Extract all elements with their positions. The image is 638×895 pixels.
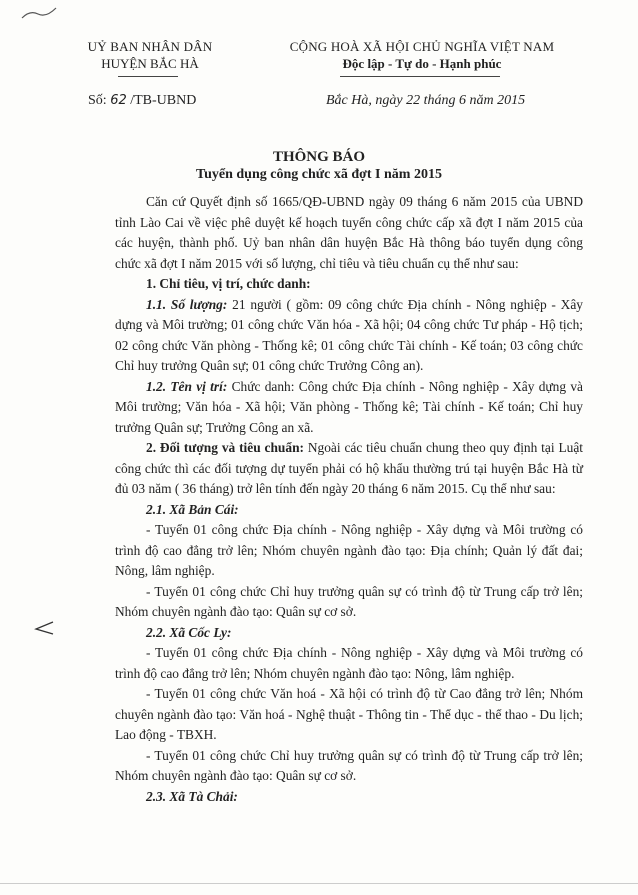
section-1-2 (115, 377, 583, 439)
section-2-2-item-a: - Tuyển 01 công chức Địa chính - Nông nghiệp - Xây dựng và Môi trường có trình độ cao đẳng trở lên; Nhóm chuyên ngành đào tạo: Nông, lâm nghiệp. (115, 645, 583, 681)
doc-number-prefix: Số: (88, 93, 107, 108)
issuing-authority (60, 38, 240, 72)
margin-check-mark (33, 620, 55, 636)
section-1-2-text: Chức danh: Công chức Địa chính - Nông nghiệp - Xây dựng và Môi trường; Văn hóa - Xã hội; Văn phòng - Thống kê; Tài chính - Kế toán; Chỉ huy trưởng Quân sự; Trưởng Công an xã. (115, 378, 583, 435)
section-1-1-label: 1.1. Số lượng: (146, 296, 228, 312)
national-motto (262, 38, 582, 72)
section-2-text: Ngoài các tiêu chuẩn chung theo quy định tại Luật công chức thì các đối tượng dự tuyển phải có hộ khẩu thường trú tại huyện Bắc Hà từ đủ 03 năm ( 36 tháng) trở lên tính đến ngày 20 tháng 6 năm 2015. Cụ thể như sau: (115, 440, 583, 496)
section-1-heading: 1. Chỉ tiêu, vị trí, chức danh: (146, 276, 311, 291)
section-2-2-heading: 2.2. Xã Cốc Ly: (146, 624, 232, 640)
section-2-label: 2. Đối tượng và tiêu chuẩn: (146, 440, 304, 455)
document-number (88, 93, 196, 109)
section-2-2-item-b: - Tuyển 01 công chức Văn hoá - Xã hội có trình độ từ Cao đẳng trở lên; Nhóm chuyên ngành đào tạo: Văn hoá - Nghệ thuật - Thông tin - Thể dục - thể thao - Du lịch; Lao động - TBXH. (115, 686, 583, 742)
nation-name: CỘNG HOÀ XÃ HỘI CHỦ NGHĨA VIỆT NAM (289, 39, 555, 54)
page-bottom-edge (0, 883, 638, 884)
section-2-2-item-c: - Tuyển 01 công chức Chỉ huy trưởng quân sự có trình độ từ Trung cấp trở lên; Nhóm chuyên ngành đào tạo: Quân sự cơ sở. (115, 747, 583, 783)
intro-paragraph: Căn cứ Quyết định số 1665/QĐ-UBND ngày 09 tháng 6 năm 2015 của UBND tỉnh Lào Cai về việc phê duyệt kế hoạch tuyển công chức cấp xã đợt I năm 2015 của các huyện, thành phố. Uỷ ban nhân dân huyện Bắc Hà thông báo tuyển dụng công chức xã đợt I năm 2015 với số lượng, chỉ tiêu và tiêu chuẩn cụ thể như sau: (115, 194, 583, 271)
motto-underline (340, 76, 500, 77)
section-2-1-item-b: - Tuyển 01 công chức Chỉ huy trưởng quân sự có trình độ từ Trung cấp trở lên; Nhóm chuyên ngành đào tạo: Quân sự cơ sở. (115, 583, 583, 619)
section-1-2-label: 1.2. Tên vị trí: (146, 378, 228, 394)
document-subtitle: Tuyển dụng công chức xã đợt I năm 2015 (196, 167, 442, 182)
doc-number-suffix: /TB-UBND (130, 93, 197, 108)
document-body (115, 192, 583, 807)
authority-line-1: UỶ BAN NHÂN DÂN (87, 39, 213, 54)
doc-number-handwritten: 62 (110, 93, 127, 108)
section-1-1-text: 21 người ( gồm: 09 công chức Địa chính - Nông nghiệp - Xây dựng và Môi trường; 01 công chức Văn hóa - Xã hội; 04 công chức Tư pháp - Hộ tịch; 02 công chức Văn phòng - Thống kê; 01 công chức Tài chính - Kế toán; 03 công chức Chỉ huy trưởng Quân sự; 01 công chức Trưởng Công an). (115, 296, 583, 373)
section-2-1-item-a: - Tuyển 01 công chức Địa chính - Nông nghiệp - Xây dựng và Môi trường có trình độ cao đẳng trở lên; Nhóm chuyên ngành đào tạo: Địa chính; Quản lý đất đai; Nông, lâm nghiệp. (115, 522, 583, 578)
authority-line-2: HUYỆN BẮC HÀ (101, 56, 199, 71)
motto: Độc lập - Tự do - Hạnh phúc (342, 56, 502, 71)
place-and-date: Bắc Hà, ngày 22 tháng 6 năm 2015 (326, 93, 526, 108)
document-title: THÔNG BÁO (272, 149, 366, 165)
section-1-1 (115, 295, 583, 377)
authority-underline (118, 76, 178, 77)
section-2 (115, 438, 583, 500)
pen-scribble-mark (20, 6, 60, 22)
section-2-1-heading: 2.1. Xã Bản Cái: (146, 501, 239, 517)
section-2-3-heading: 2.3. Xã Tà Chải: (146, 788, 238, 804)
